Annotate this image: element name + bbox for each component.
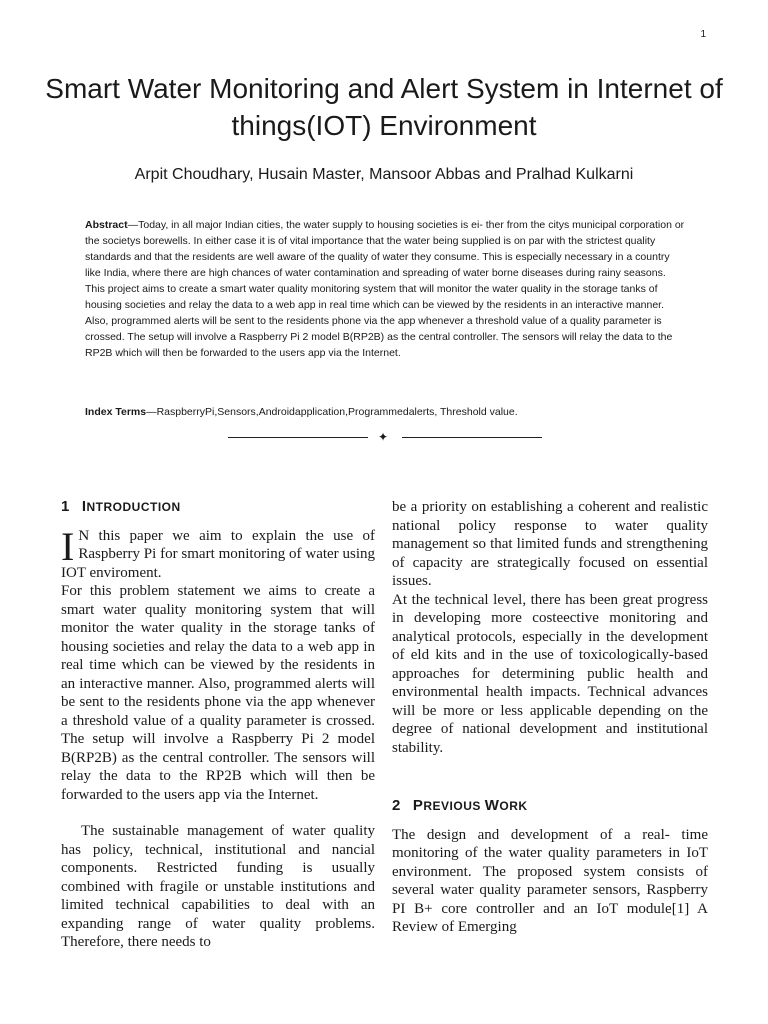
section-number: 1 <box>61 498 70 515</box>
abstract-paragraph-1 <box>85 217 688 313</box>
page-number: 1 <box>700 29 706 40</box>
abstract <box>85 217 688 361</box>
section-number: 2 <box>392 797 401 814</box>
dropcap: I <box>61 523 75 569</box>
intro-paragraph-3: The sustainable management of water quality has policy, technical, institutional and nancial components. Restricted funding is usually combined with fragile or unstable institutions and limited technical capabilities to deal with an expanding range of water quality problems. Therefore, there needs to <box>61 823 375 950</box>
index-terms <box>85 404 688 420</box>
divider-line-right <box>402 437 542 438</box>
author-list: Arpit Choudhary, Husain Master, Mansoor Abbas and Pralhad Kulkarni <box>134 166 634 183</box>
intro-paragraph-5: At the technical level, there has been great progress in developing more costeective monitoring and analytical protocols, especially in the development of eld kits and in the use of toxicologically-based approaches for determining public health and environmental health impacts. Technical advances will be more or less applicable depending on the degree of national development and institutional stability. <box>392 591 708 756</box>
index-terms-text: —RaspberryPi,Sensors,Androidapplication,Programmedalerts, Threshold value. <box>146 406 518 418</box>
left-column <box>61 498 375 952</box>
section-heading-previous-work: 2 PREVIOUS WORK <box>392 797 528 814</box>
section-heading-introduction: 1 INTRODUCTION <box>61 498 181 515</box>
previous-work-paragraph-1: The design and development of a real- time monitoring of the water quality parameters in IoT environment. The proposed system consists of several water quality parameter sensors, Raspberry PI B+ core controller and an IoT module[1] A Review of Emerging <box>392 826 708 935</box>
abstract-label: Abstract <box>85 219 128 231</box>
abstract-text-1: —Today, in all major Indian cities, the water supply to housing societies is ei- ther from the citys municipal corporation or the societys borewells. In either case it is of vital importance that the water being supplied is on par with the strictest quality standards and that the residents are well aware of the quality of water they consume. This is especially necessary in a country like India, where there are high chances of water contamination and spreading of water borne diseases during rainy seasons. This project aims to create a smart water quality monitoring system that will monitor the water quality in the storage tanks of housing societies and relay the data to a web app in real time which can be viewed by the residents in an interactive manner. <box>85 219 685 311</box>
abstract-paragraph-2: Also, programmed alerts will be sent to the residents phone via the app whenever a threshold value of a quality parameter is crossed. The setup will involve a Raspberry Pi 2 model B(RP2B) as the central controller. The sensors will relay the data to the RP2B which will then be forwarded to the users app via the Internet. <box>85 315 673 359</box>
divider-diamond-icon: ✦ <box>378 430 389 444</box>
intro-paragraph-4: be a priority on establishing a coherent and realistic national policy response to water quality management so that limited funds and strengthening of capacity are strategically focused on essential issues. <box>392 499 708 589</box>
section-divider <box>228 430 542 444</box>
intro-paragraph-2: For this problem statement we aims to create a smart water quality monitoring system that will monitor the water quality in the storage tanks of housing societies and relay the data to a web app in real time which can be viewed by the residents in an interactive manner. Also, programmed alerts will be sent to the residents phone via the app whenever a threshold value of a quality parameter is crossed. The setup will involve a Raspberry Pi 2 model B(RP2B) as the central controller. The sensors will relay the data to the RP2B which will then be forwarded to the users app via the Internet. <box>61 583 375 803</box>
paper-title: Smart Water Monitoring and Alert System in Internet of things(IOT) Environment <box>45 73 723 141</box>
right-column <box>392 498 708 937</box>
index-terms-label: Index Terms <box>85 406 147 418</box>
intro-paragraph-1: I N this paper we aim to explain the use of Raspberry Pi for smart monitoring of water using IOT enviroment. <box>61 523 375 581</box>
divider-line-left <box>228 437 368 438</box>
